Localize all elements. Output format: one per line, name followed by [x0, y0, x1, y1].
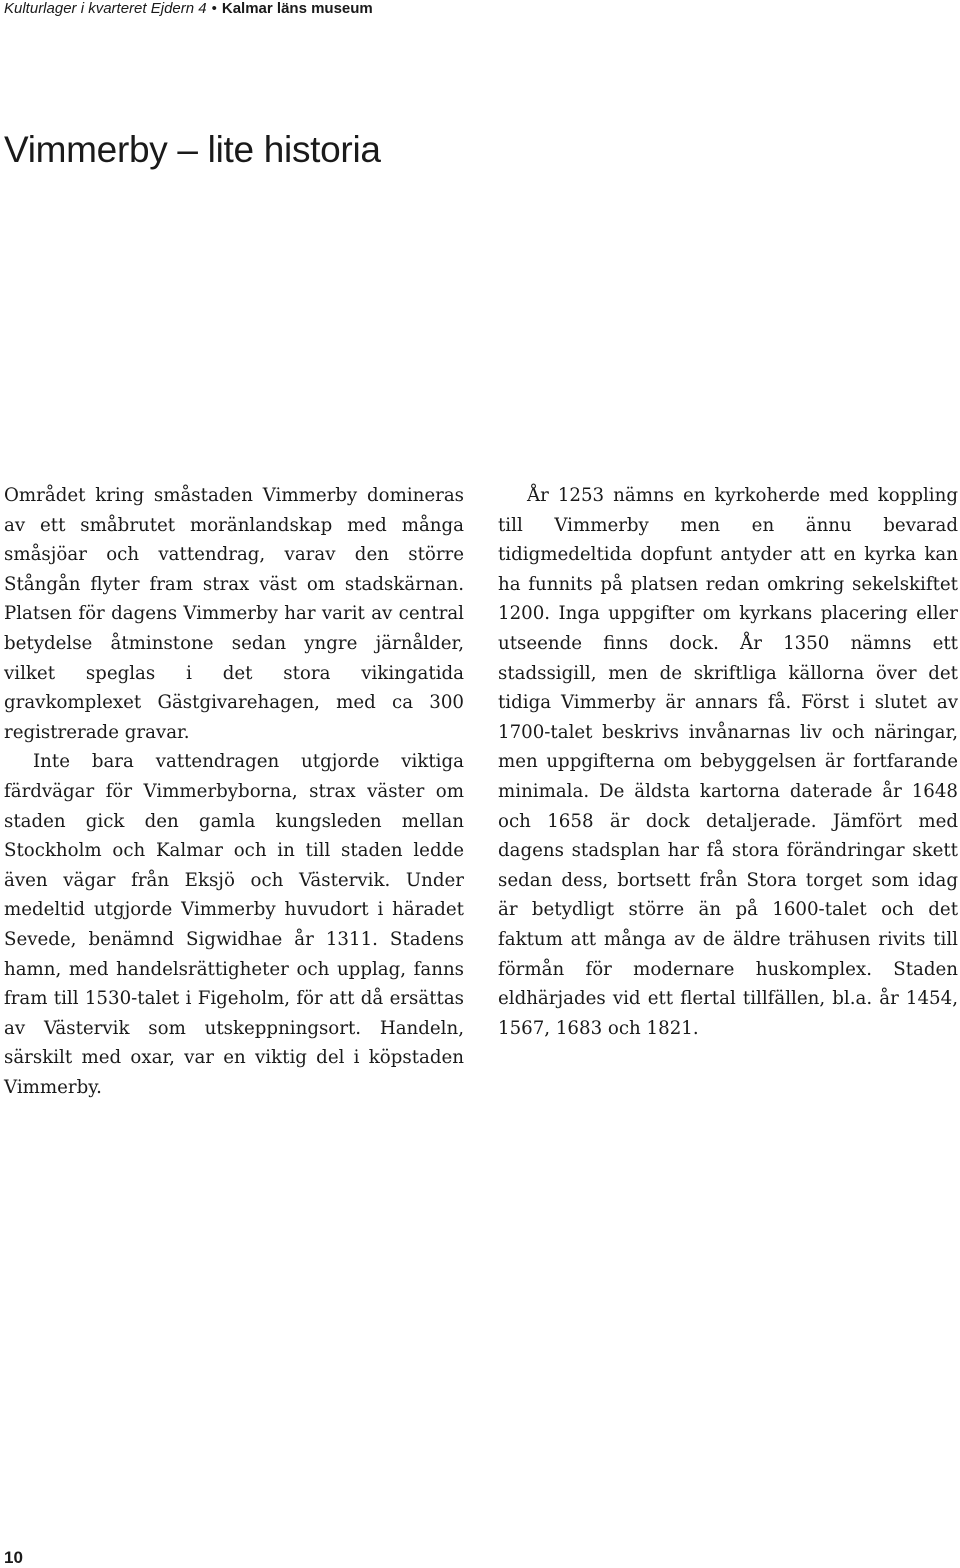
publisher-name: Kalmar läns museum: [221, 0, 373, 17]
text-column-left: [4, 481, 464, 1102]
text-column-right: [498, 481, 958, 1043]
page-title: Vimmerby – lite historia: [4, 129, 381, 170]
header-separator: •: [211, 0, 217, 17]
paragraph: År 1253 nämns en kyrkoherde med koppling till Vimmerby men en ännu bevarad tidigmedeltida dopfunt antyder att en kyrka kan ha funnits på platsen redan omkring sekelskiftet 1200. Inga uppgifter om kyrkans placering eller utseende finns dock. År 1350 nämns ett stadssigill, men de skriftliga källorna över det tidiga Vimmerby är annars få. Först i slutet av 1700-talet beskrivs invånarnas liv och näringar, men uppgifterna om bebyggelsen är fortfarande minimala. De äldsta kartorna daterade år 1648 och 1658 är dock detaljerade. Jämfört med dagens stadsplan har få stora förändringar skett sedan dess, bortsett från Stora torget som idag är betydligt större än på 1600-talet och det faktum att många av de äldre trähusen rivits till förmån för modernare huskomplex. Staden eldhärjades vid ett flertal tillfällen, bl.a. år 1454, 1567, 1683 och 1821.: [498, 485, 958, 1039]
paragraph: Inte bara vattendragen utgjorde viktiga färdvägar för Vimmerbyborna, strax väster om staden gick den gamla kungsleden mellan Stockholm och Kalmar och in till staden ledde även vägar från Eksjö och Västervik. Under medeltid utgjorde Vimmerby huvudort i häradet Sevede, benämnd Sigwidhae år 1311. Stadens hamn, med handelsrättigheter och upplag, fanns fram till 1530-talet i Figeholm, för att då ersättas av Västervik som utskeppningsort. Handeln, särskilt med oxar, var en viktig del i köpstaden Vimmerby.: [4, 751, 464, 1098]
running-header: [4, 0, 373, 18]
page-number: 10: [4, 1548, 23, 1567]
paragraph: Området kring småstaden Vimmerby domineras av ett småbrutet moränlandskap med många småsjöar och vattendrag, varav den större Stångån flyter fram strax väst om stadskärnan. Platsen för dagens Vimmerby har varit av central betydelse åtminstone sedan yngre järnålder, vilket speglas i det stora vikingatida gravkomplexet Gästgivarehagen, med ca 300 registrerade gravar.: [4, 485, 464, 743]
series-title: Kulturlager i kvarteret Ejdern 4: [4, 0, 207, 17]
